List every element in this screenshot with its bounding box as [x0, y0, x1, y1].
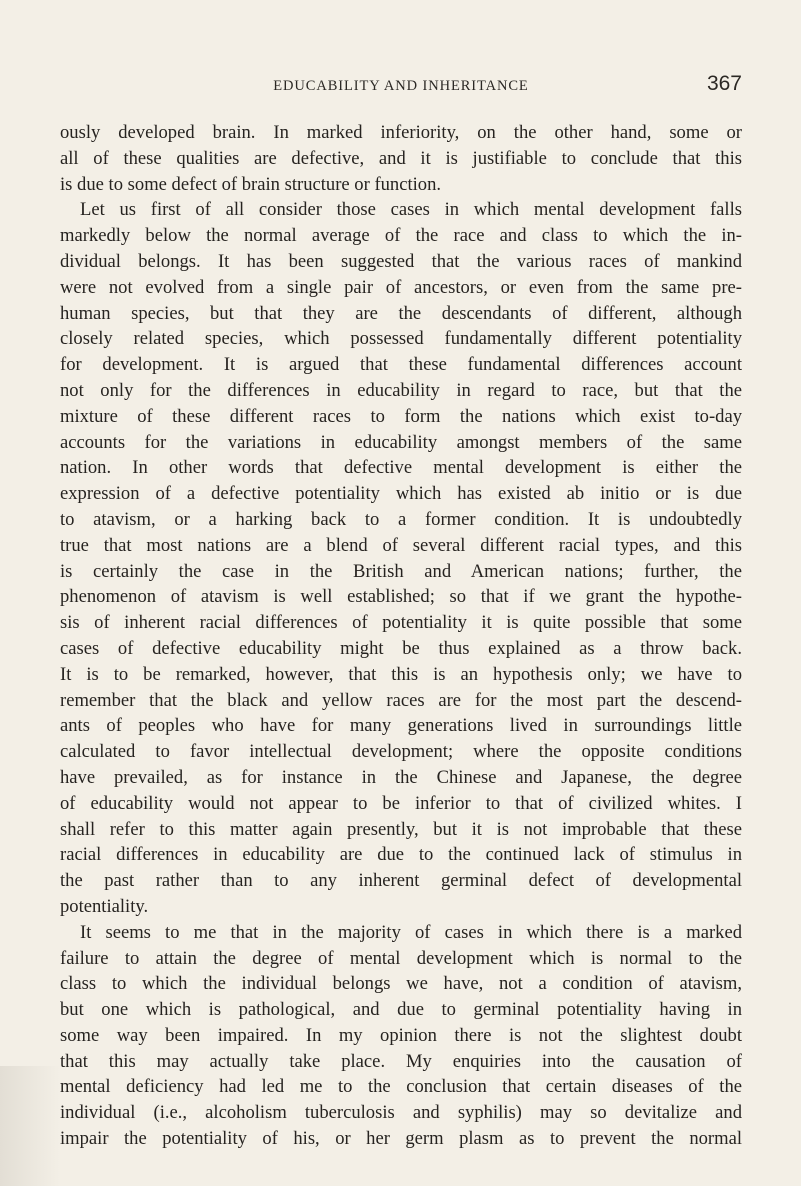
text-line: cases of defective educability might be thus explained as a throw back.: [60, 637, 742, 659]
text-line: for development. It is argued that these fundamental differences account: [60, 354, 742, 376]
text-line: were not evolved from a single pair of ancestors, or even from the same pre-: [60, 276, 742, 298]
text-line: mental deficiency had led me to the conclusion that certain diseases of the: [60, 1076, 742, 1098]
text-line: to atavism, or a harking back to a former condition. It is undoubtedly: [60, 508, 742, 530]
text-line: remember that the black and yellow races are for the most part the descend-: [60, 689, 742, 711]
text-line: closely related species, which possessed fundamentally different potentiality: [60, 328, 742, 350]
text-line: all of these qualities are defective, and it is justifiable to conclude that this: [60, 147, 742, 169]
body-text: [60, 120, 742, 1152]
page-edge-shadow: [0, 1066, 60, 1186]
text-line: not only for the differences in educability in regard to race, but that the: [60, 379, 742, 401]
text-line: class to which the individual belongs we have, not a condition of atavism,: [60, 973, 742, 995]
text-line: ously developed brain. In marked inferiority, on the other hand, some or: [60, 122, 742, 143]
paragraph-start-line: It seems to me that in the majority of cases in which there is a marked: [80, 921, 742, 943]
text-line: phenomenon of atavism is well established; so that if we grant the hypothe-: [60, 586, 742, 608]
text-line: that this may actually take place. My enquiries into the causation of: [60, 1050, 742, 1072]
text-line: mixture of these different races to form the nations which exist to-day: [60, 405, 742, 427]
text-line: markedly below the normal average of the race and class to which the in-: [60, 225, 742, 247]
text-line: racial differences in educability are due to the continued lack of stimulus in: [60, 844, 742, 866]
text-line: nation. In other words that defective mental development is either the: [60, 457, 742, 479]
running-head: [60, 70, 742, 100]
text-line: failure to attain the degree of mental development which is normal to the: [60, 947, 742, 969]
text-line: the past rather than to any inherent germinal defect of developmental: [60, 870, 742, 892]
text-line: of educability would not appear to be inferior to that of civilized whites. I: [60, 792, 742, 814]
text-line: some way been impaired. In my opinion there is not the slightest doubt: [60, 1024, 742, 1046]
text-line: calculated to favor intellectual development; where the opposite conditions: [60, 741, 742, 763]
text-line: but one which is pathological, and due to germinal potentiality having in: [60, 999, 742, 1021]
text-line: expression of a defective potentiality which has existed ab initio or is due: [60, 483, 742, 505]
text-line: is certainly the case in the British and American nations; further, the: [60, 560, 742, 582]
text-line: ants of peoples who have for many generations lived in surroundings little: [60, 715, 742, 737]
text-line: accounts for the variations in educability amongst members of the same: [60, 431, 742, 453]
text-line: shall refer to this matter again presently, but it is not improbable that these: [60, 818, 742, 840]
text-line: is due to some defect of brain structure or function.: [60, 173, 442, 195]
text-line: individual (i.e., alcoholism tuberculosis and syphilis) may so devitalize and: [60, 1102, 742, 1124]
text-line: have prevailed, as for instance in the Chinese and Japanese, the degree: [60, 766, 742, 788]
text-line: It is to be remarked, however, that this is an hypothesis only; we have to: [60, 663, 742, 685]
text-line: human species, but that they are the descendants of different, although: [60, 302, 742, 324]
text-line: dividual belongs. It has been suggested that the various races of mankind: [60, 250, 742, 272]
text-line: potentiality.: [60, 895, 149, 917]
text-line: impair the potentiality of his, or her germ plasm as to prevent the normal: [60, 1128, 742, 1150]
text-line: sis of inherent racial differences of potentiality it is quite possible that some: [60, 612, 742, 634]
page-number: 367: [706, 72, 742, 95]
text-line: true that most nations are a blend of several different racial types, and this: [60, 534, 742, 556]
running-title: EDUCABILITY AND INHERITANCE: [273, 78, 529, 94]
paragraph-start-line: Let us first of all consider those cases in which mental development falls: [80, 199, 742, 221]
